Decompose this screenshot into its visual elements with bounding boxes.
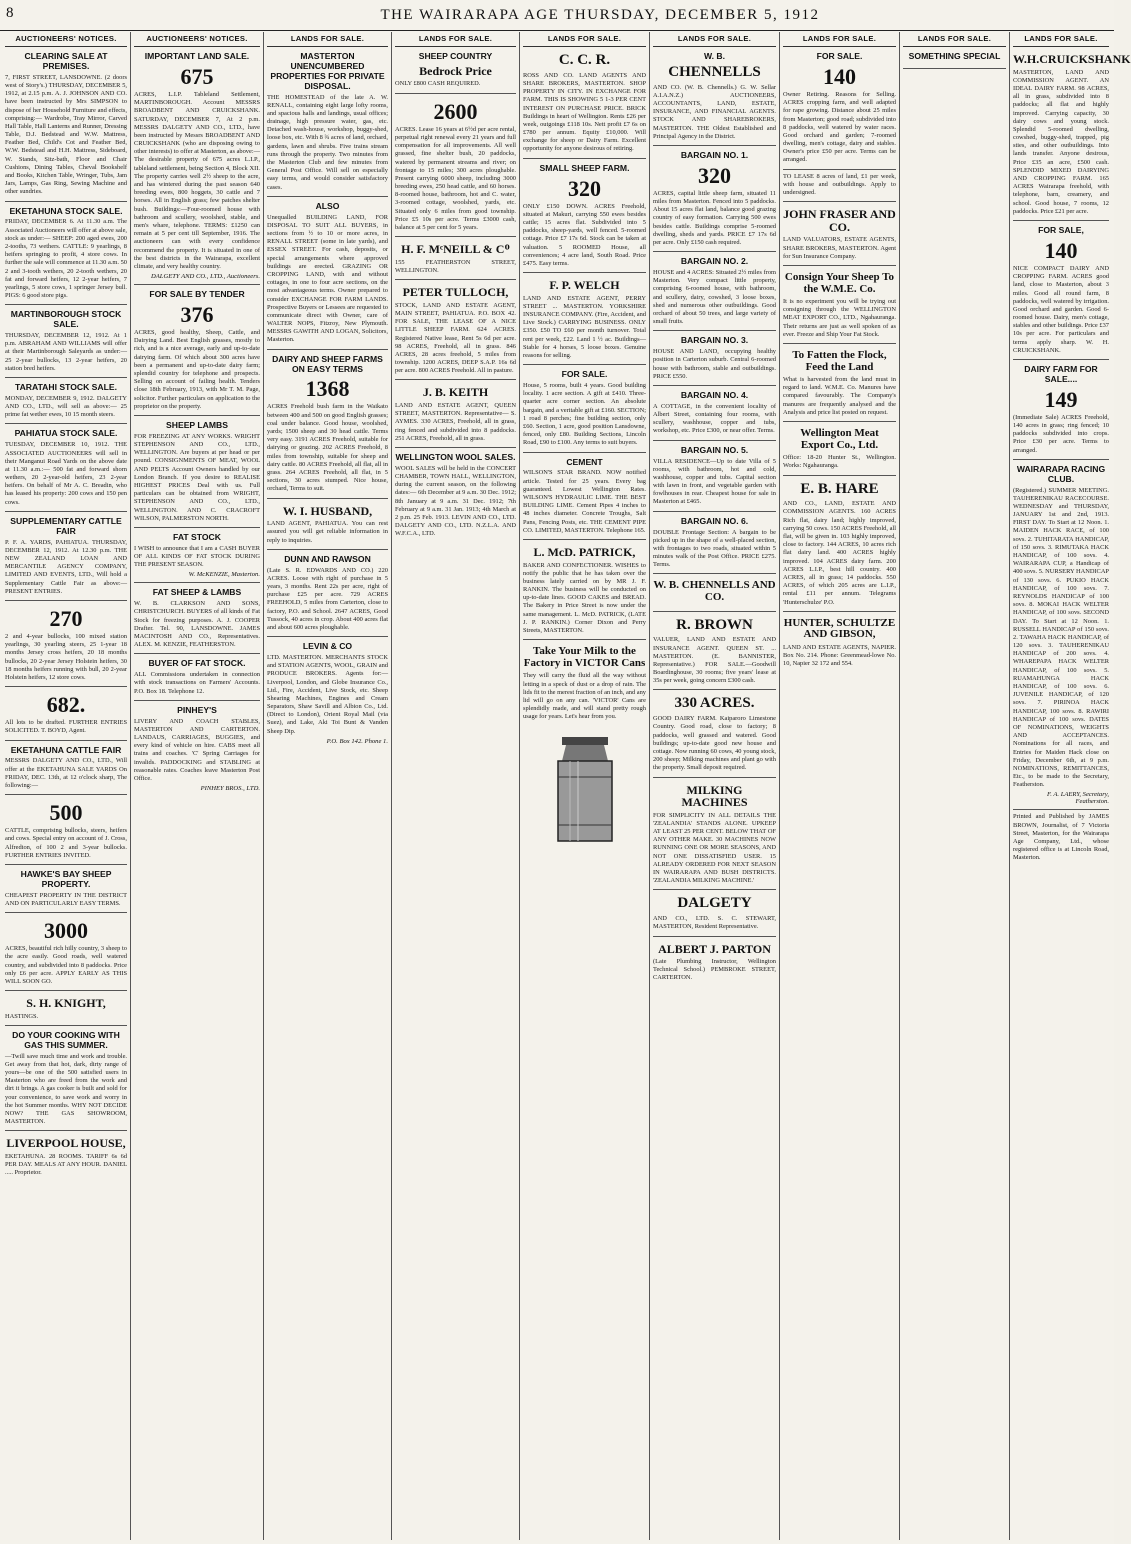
advertisement: [783, 422, 896, 475]
ad-title: FOR SALE BY TENDER: [149, 289, 245, 300]
column-header: LANDS FOR SALE.: [267, 32, 388, 47]
ad-display-heading: Bedrock Price: [419, 63, 492, 78]
ad-display-heading: F. P. WELCH: [549, 278, 620, 293]
ad-title: SUPPLEMENTARY CATTLE FAIR: [10, 515, 122, 536]
advertisement: [5, 1131, 127, 1181]
column-5: [520, 32, 650, 1540]
advertisement: [523, 365, 646, 452]
advertisement: [783, 266, 896, 344]
ad-body-text: TUESDAY, DECEMBER 10, 1912. THE ASSOCIATED AUCTIONEERS will sell in their Manganui Road Yards on the above date at 11.30 a.m.:— 500 fat and forward shorn wethers, 20 2-year-old heifers, 23 2-year heifers. On behalf of Mr A. C. Breadin, who has leased his property: 200 cows and 150 pen cows.: [5, 441, 127, 506]
ad-body-text: Owner Retiring. Reasons for Selling. ACRES cropping farm, and well adapted for rape growing. Distance about 25 miles from Masterton; good road; subdivided into 8 paddocks, well watered by water races. Good orchard and garden; 7-roomed dwelling, men's cottage, dairy and stables. Owner's price £50 per acre. Terms can be arranged.: [783, 90, 896, 164]
ad-display-heading: E. B. HARE: [800, 480, 879, 497]
advertisement: [1013, 810, 1109, 866]
ad-signature: W. McKENZIE, Masterton.: [188, 571, 260, 579]
ad-body-text: MASTERTON, LAND AND COMMISSION AGENT. AN IDEAL DAIRY FARM. 98 ACRES, all in grass, subdivided into 8 paddocks; all flat and highly improved. Carrying capacity, 30 dairy cows and young stock. Splendid 5-roomed dwelling, cowshed, buggy-shed, trapped, pig sties, and other outbuildings. Into lands transfer. Anyone desirous, Price £35 an acre, £500 cash. SPLENDID MIXED DAIRYING AND CROPPING FARM. 165 ACRES Wairarapa freehold, with telephone, barn, creamery, and school. Good house, 7 rooms, 12 paddocks. Price £21 per acre.: [1013, 68, 1109, 215]
ad-title: DAIRY AND SHEEP FARMS ON EASY TERMS: [272, 353, 383, 374]
ad-display-heading: Take Your Milk to the Factory in VICTOR Cans: [523, 645, 646, 669]
ad-body-text: ACRES, beautiful rich hilly country, 3 sheep to the acre easily. Good roads, well watered country, and subdivided into 8 paddocks. Price only £6 per acre. APPLY EARLY AS THIS WILL SOON GO.: [5, 945, 127, 985]
ad-body-text: WILSON'S STAR BRAND. NOW notified article. Tested for 25 years. Every bag guaranteed. Lowest Wellington Rates. WILSON'S HYDRAULIC LIME. THE BEST BUILDING LIME. Cement Pipes 4 inches to 48 inches diameter. Concrete Troughs, Salt Pans, Fencing Posts, etc. THE CEMENT PIPE CO. LIMITED, MASTERTON. Telephone 165.: [523, 469, 646, 534]
ad-title: BUYER OF FAT STOCK.: [148, 658, 246, 669]
ad-body-text: (Immediate Sale) ACRES Freehold, 140 acres in grass; ring fenced; 10 paddocks subdivided into crops. Price £30 per acre. Terms to arranged.: [1013, 413, 1109, 454]
ad-body-text: —Twill save much time and work and trouble. Get away from that hot, dark, dirty range of yours—be one of the 500 satisfied users in Masterton who are freed from the work and dirt it brings. A gas cooker is built and sold for your convenience, to save work and worry in the hot Summer months. WHY NOT DECIDE NOW? THE GAS SHOWROOM, MASTERTON.: [5, 1052, 127, 1126]
ad-body-text: EKETAHUNA. 28 ROOMS. TARIFF 6s 6d PER DAY. MEALS AT ANY HOUR. DANIEL ..... Proprietor.: [5, 1153, 127, 1177]
ad-display-heading: JOHN FRASER AND CO.: [783, 207, 896, 234]
ad-title: EKETAHUNA CATTLE FAIR: [10, 744, 122, 755]
ad-title: SMALL SHEEP FARM.: [539, 162, 630, 173]
ad-body-text: AND CO., LAND, ESTATE AND COMMISSION AGENTS. 160 ACRES Rich flat, dairy land; highly improved, carrying 50 cows. 150 ACRES Freehold, all flat, will be given in. 103 highly improved, close to factory. 144 ACRES, 10 acres rich flat dairy land. 400 ACRES highly improved. 104 ACRES dairy farm. 200 ACRES L.I.P., best hill country. 400 ACRES, all in grass; 14 paddocks. 550 ACRES, of which 205 acres are L.I.P., rental £11 per annum. Telegrams 'Hunterschulze' P.O.: [783, 500, 896, 606]
newspaper-title: THE WAIRARAPA AGE THURSDAY, DECEMBER 5, 1912: [380, 7, 820, 23]
ad-signature: F. A. LAERY, Secretary, Featherston.: [1047, 791, 1109, 806]
page-number: 8: [6, 5, 14, 21]
ad-title: WELLINGTON WOOL SALES.: [395, 451, 516, 462]
column-1: [2, 32, 131, 1540]
ad-body-text: Printed and Published by JAMES BROWN, Journalist, of 7 Victoria Street, Masterton, for the Wairarapa Age Company, Ltd., whose registered office is at Lincoln Road, Masterton.: [1013, 813, 1109, 862]
ad-body-text: 7, FIRST STREET, LANSDOWNE. (2 doors west of Story's.) THURSDAY, DECEMBER 5, 1912, at 2.15 p.m. A. J. JOHNSON AND CO. have been instructed by Mrs SIMPSON to dispose of her Household Furniture and effects, comprising:— Wardrobe, Tray Mirror, Carved Hall Table, Hall Lanterns and Runner, Dressing Table, D.J. Bedstead and W.W. Mattress, Feather Bed, Child's Cot and Feather Bed, W.W. Bedstead and H.H. Mattress, Sideboard, W. Stands, Sitz-bath, Floor and Chair Cushions, Dining Tables, Cheval Bookshelf and Books, Kitchen Table, Wringer, Tubs, Jam Jars, Lamps, Gas Ring, Sewing Machine and other sundries.: [5, 73, 127, 196]
advertisement: [1013, 221, 1109, 360]
advertisement: [653, 386, 776, 441]
advertisement: [1013, 360, 1109, 460]
ad-display-heading: S. H. KNIGHT,: [26, 996, 106, 1011]
advertisement: [267, 197, 388, 350]
ad-display-heading: 140: [1044, 237, 1078, 263]
ad-body-text: HOUSE AND LAND, occupying healthy position in Carterton suburb. Central 6-roomed house with bathroom, stable and outbuildings. PRICE £550.: [653, 348, 776, 380]
advertisement: [395, 237, 516, 280]
ad-title: BARGAIN NO. 5.: [680, 444, 749, 455]
column-4: [392, 32, 520, 1540]
advertisement: [523, 540, 646, 640]
ad-display-heading: W. I. HUSBAND,: [282, 503, 373, 518]
ad-body-text: VILLA RESIDENCE—Up to date Villa of 5 rooms, with bathroom, hot and cold, washhouse, copper and tubs. Capital section with lawn in front, and vegetable garden with fowlhouses in rear. Cheapest house for sale in Masterton at £465.: [653, 457, 776, 506]
column-2: [131, 32, 264, 1540]
ad-display-heading: H. F. MᶜNEILL & Cᴼ: [401, 242, 510, 257]
ad-body-text: House, 5 rooms, built 4 years. Good building locality. 1 acre section. A gift at £410. Three-quarter acre corner section. An absolute bargain, and a veritable gift at £160. SECTION; 1 road 8 perches; fine building section, only £60. Section, 1 acre, good position Lansdowne, fenced, only £80. Building Sections, Lincoln Road, £90 to £100. Any terms to suit buyers.: [523, 382, 646, 447]
ad-body-text: LAND AND ESTATE AGENT, PERRY STREET ... MASTERTON. YORKSHIRE INSURANCE COMPANY. (Fire, Accident, and Live Stock.) CARRYING BUSINESS. ONLY £350. £50 TO £60 per month turnover. Total rent per week, £22. Land 1 ½ ac. Buildings— Stable for 4 horses, 5 loose boxes. Genuine reasons for selling.: [523, 294, 646, 359]
ad-body-text: FOR FREEZING AT ANY WORKS. WRIGHT STEPHENSON AND CO., LTD., WELLINGTON. Are buyers at per head or per pound. CONSIGNMENTS OF MEAT, WOOL AND PELTS Account Owners handled by our London Branch. If you desire to REALISE HIGHEST PRICES Deal with us. Full particulars can be obtained from WRIGHT, STEPHENSON AND CO., LTD., WELLINGTON. AND C. CRACROFT WILSON, PALMERSTON NORTH.: [134, 432, 260, 522]
advertisement: [5, 47, 127, 202]
ad-signature: PINHEY BROS., LTD.: [200, 785, 260, 793]
ad-display-heading: 330 ACRES.: [674, 695, 755, 712]
ad-body-text: TO LEASE 8 acres of land, £1 per week, with house and outbuildings. Apply to undersigned.: [783, 172, 896, 197]
ad-body-text: MESSRS DALGETY AND CO., LTD., Will offer at the EKETAHUNA SALE YARDS On FRIDAY, DEC. 13th, at 12 o'clock sharp, The following:—: [5, 757, 127, 789]
milk-can-illustration: [532, 727, 638, 847]
ad-display-heading: 270: [49, 605, 83, 631]
ad-title: TARATAHI STOCK SALE.: [14, 382, 117, 392]
advertisement: [783, 202, 896, 266]
ad-display-heading: 2600: [433, 98, 478, 124]
ad-body-text: BAKER AND CONFECTIONER. WISHES to notify the public that he has taken over the business lately carried on by MR J. F. RANKIN. The business will be conducted on up-to-date lines. GOOD CAKES and BREAD. The Bakery in Price Street is now under the same management. L. McD. PATRICK, (LATE J. P. RANKIN.) Corner Dixon and Perry Streets, MASTERTON.: [523, 561, 646, 635]
advertisement: [5, 687, 127, 740]
ad-body-text: ACRES, L.I.P. Tableland Settlement, MARTINBOROUGH. Account MESSRS BROADBENT AND CRUICKSHANK. SATURDAY, DECEMBER 7, At 2 p.m. MESSRS DALGETY AND CO., LTD., have been instructed by Messrs BROADBENT AND CRUICKSHANK (who are disposing owing to other interests) to offer at Masterton, as above:—The desirable property of 675 acres L.I.P., tableland settlement, being Section 4, Block XII. The property carries well 2½ sheep to the acre, and has wintered during the past season 640 breeding ewes, 800 hoggets, 30 cattle and 7 horses. All in English grass; few patches shelter bush. Buildings:—Four-roomed house with bathroom and scullery, woolshed, stable, and men's whare, telephone. TERMS: £1250 can remain at 5 per cent till September, 1916. The auctioneers can with every confidence recommend the property. It is situated in one of the best districts in the Wairarapa, excellent climate, and very healthy country.: [134, 90, 260, 270]
ad-body-text: It is no experiment you will be trying out consigning through the WELLINGTON MEAT EXPORT CO., LTD., Ngahauranga. Their returns are just as well spoken of as ever. Freeze and Ship Your Fat Stock.: [783, 298, 896, 338]
column-3: [264, 32, 392, 1540]
column-header: LANDS FOR SALE.: [653, 32, 776, 47]
ad-title: SHEEP LAMBS: [166, 419, 228, 430]
ad-title: FOR SALE,: [1038, 224, 1084, 235]
ad-display-heading: 140: [823, 63, 856, 89]
advertisement: [134, 416, 260, 528]
column-header: LANDS FOR SALE.: [395, 32, 516, 47]
masthead: [0, 0, 1114, 31]
advertisement: [134, 47, 260, 285]
ad-body-text: LTD. MASTERTON. MERCHANTS STOCK and STATION AGENTS, WOOL, GRAIN and PRODUCE BROKERS. Agents for:—Liverpool, London, and Globe Insurance Co., Ltd., Fire, Accident, Live Stock, etc. Sheep Shearing Machines, Engines and Cream Separators, Shaw Savill and Albion Co., Ltd. (Direct to London), Orient Royal Mail (via Suez), and Lake, Aki Toi Bunt & Vanden Sheep Dip.: [267, 653, 388, 735]
ad-title: CLEARING SALE AT PREMISES.: [24, 51, 108, 71]
ad-title: BARGAIN NO. 6.: [680, 515, 749, 526]
ad-title: MASTERTON UNENCUMBERED PROPERTIES FOR PRIVATE DISPOSAL.: [270, 51, 385, 91]
ad-signature: DALGETY AND CO., LTD., Auctioneers.: [151, 273, 260, 281]
ad-display-heading: CHENNELLS: [668, 63, 761, 80]
ad-title: PAHIATUA STOCK SALE.: [14, 428, 118, 439]
ad-body-text: What is harvested from the land must in regard to land. W.M.E. Co. Manures have compared favourably. The Company's manures are frequently analysed and the Analysis and price list posted on request.: [783, 376, 896, 416]
column-header: LANDS FOR SALE.: [903, 32, 1006, 47]
ad-body-text: THURSDAY, DECEMBER 12, 1912. At 1 p.m. ABRAHAM AND WILLIAMS will offer at their Martinborough Saleyards as under:— 25 2-year bullocks, 13 2-year heifers, 20 station bred heifers.: [5, 332, 127, 372]
ad-body-text: THE HOMESTEAD of the late A. W. RENALL, containing eight large lofty rooms, and spacious halls and landings, usual offices; drainage, high pressure water, gas, etc. Detached wash-house, workshop, buggy-shed, loose box, etc. With 8 ¾ acres of land, orchard, gardens, lawn and shrubs. Five trains stream runs through the property. Two minutes from the Masterton Club and few minutes from General Post Office. Will sell on especially easy terms, and would consider satisfactory cases.: [267, 93, 388, 191]
advertisement: [653, 146, 776, 252]
advertisement: [5, 512, 127, 601]
advertisement: [395, 280, 516, 380]
advertisement: [5, 991, 127, 1026]
advertisement: [783, 170, 896, 203]
ad-body-text: (Late S. R. EDWARDS AND CO.) 220 ACRES. Loose with right of purchase in 5 years, 3 months. Rent 22s per acre, right of purchase £25 per acre. 729 ACRES FREEHOLD, 5 miles from Carterton, close to factory, P.O. and School. 2647 ACRES, Good Tussock, 40 acres in crop. About 400 acres flat and about 600 acres ploughable.: [267, 566, 388, 631]
ad-body-text: All lots to be drafted. FURTHER ENTRIES SOLICITED. T. BOYD, Agent.: [5, 719, 127, 735]
ad-body-text: ACRES, good healthy, Sheep, Cattle, and Dairying Land. Best English grasses, mostly to rich, and is a nice average, early and up-to-date dairying farm. Of which about 300 acres have been a permanent and up-to-date dairy farm; splendid country for telephone and prospects. Selling on account of failing health. Tenders close 18th February, 1913, with Mr T. M. Page, solicitor. Further particulars on application to the proprietor on the property.: [134, 329, 260, 410]
columns-container: [2, 32, 1131, 1542]
ad-display-heading: HUNTER, SCHULTZE AND GIBSON,: [783, 616, 896, 641]
ad-body-text: MONDAY, DECEMBER 9, 1912. DALGETY AND CO., LTD., will sell as above:— 25 prime fat wether ewes, 10 15 month steers.: [5, 394, 127, 419]
ad-body-text: DOUBLE Frontage Section: A bargain to be picked up in the shape of a well-placed section, with frontages to two roads, situated within 5 minutes walk of the Post Office. PRICE £275. Terms.: [653, 528, 776, 569]
advertisement: [523, 159, 646, 273]
advertisement: [523, 640, 646, 857]
advertisement: [653, 690, 776, 777]
ad-body-text: CHEAPEST PROPERTY IN THE DISTRICT AND ON PARTICULARLY EASY TERMS.: [5, 891, 127, 907]
ad-body-text: Unequalled BUILDING LAND, FOR DISPOSAL TO SUIT ALL BUYERS, in sections from ½ to 10 or more acres, in RENALL STREET (some in late yards), and ESSEX STREET. For cash, deposits, or special arrangements where approved buildings are erected. GRAZING OR CROPPING LAND, with and without cottages, in one to four acre sections, on the most advantageous terms. Owner prepared to consider EXCHANGE FOR FARM LANDS. Prospective Buyers or Lessees are requested to communicate direct with Owner, care of WALTER NOPS, Fitzroy, New Plymouth. MESSRS GAWITH AND LOGAN, Solicitors, Masterton.: [267, 213, 388, 344]
ad-title: EKETAHUNA STOCK SALE.: [9, 205, 123, 216]
advertisement: [783, 612, 896, 673]
ad-display-heading: L. McD. PATRICK,: [533, 544, 636, 559]
advertisement: [5, 305, 127, 378]
advertisement: [653, 47, 776, 146]
advertisement: [267, 499, 388, 550]
column-9: [1010, 32, 1131, 1540]
ad-display-heading: 320: [568, 175, 601, 201]
ad-display-heading: To Fatten the Flock, Feed the Land: [792, 349, 887, 373]
ad-display-heading: Wellington Meat Export Co., Ltd.: [800, 427, 879, 451]
ad-title: ALSO: [315, 200, 340, 211]
advertisement: [395, 448, 516, 543]
column-8: [900, 32, 1010, 1540]
ad-body-text: (Late Plumbing Instructor, Wellington Technical School.) PEMBROKE STREET, CARTERTON.: [653, 958, 776, 982]
advertisement: [523, 453, 646, 540]
ad-body-text: P. F. A. YARDS, PAHIATUA. THURSDAY, DECEMBER 12, 1912. At 12.30 p.m. THE NEW ZEALAND LOAN AND MERCANTILE AGENCY COMPANY, LIMITED AND EVENTS, LTD., Will hold a Supplementary Cattle Fair as above:— PRESENT ENTRIES.: [5, 538, 127, 595]
ad-title: DAIRY FARM FOR SALE....: [1024, 364, 1098, 384]
column-6: [650, 32, 780, 1540]
ad-title: FOR SALE.: [561, 369, 608, 380]
advertisement: [1013, 47, 1131, 221]
ad-body-text: GOOD DAIRY FARM. Kaiparoro Limestone Country. Good road, close to factory; 8 paddocks, well grassed and watered. Good buildings; up-to-date good new house and cottage. Now running 60 cows, 40 young stock, 200 sheep; Milking machines and plant go with the property. Small deposit required.: [653, 715, 776, 772]
advertisement: [5, 865, 127, 913]
ad-title: FOR SALE.: [816, 51, 863, 61]
ad-title: PINHEY'S: [177, 704, 217, 715]
ad-signature: P.O. Box 142. Phone 1.: [326, 737, 388, 745]
ad-body-text: AND CO., LTD. S. C. STEWART, MASTERTON, Resident Representative.: [653, 915, 776, 931]
ad-body-text: FOR SIMPLICITY IN ALL DETAILS THE 'ZEALANDIA' STANDS ALONE. UPKEEP AT LEAST 25 PER CENT. BELOW THAT OF ANY OTHER MAKE. 30 MACHINES NOW RUNNING ONE OR MORE SEASONS, AND NOT ONE DISSATISFIED USER. 15 ALREADY ORDERED FOR NEXT SEASON IN WAIRARAPA AND BUSH DISTRICTS. 'ZEALANDIA MILKING MACHINE.': [653, 811, 776, 885]
advertisement: [903, 69, 1006, 76]
ad-body-text: Office: 18-20 Hunter St., Wellington. Works: Ngahauranga.: [783, 454, 896, 470]
column-header: AUCTIONEERS' NOTICES.: [134, 32, 260, 47]
advertisement: [1013, 460, 1109, 811]
column-header: LANDS FOR SALE.: [1013, 32, 1109, 47]
ad-body-text: CATTLE, comprising bullocks, steers, heifers and cows. Special entry on account of J. Cross, Alfredton, of 100 2 and 3-year bullocks. FURTHER ENTRIES INVITED.: [5, 827, 127, 859]
ad-body-text: LIVERY AND COACH STABLES, MASTERTON AND CARTERTON. LANDAUS, CARRIAGES, BUGGIES, and every kind of vehicle on hire. CABS meet all trains and coaches. 'C' Spring Carriages for invalids. PADDOCKING and STABLING at reasonable rates. Coaches leave Masterton Post Office.: [134, 717, 260, 782]
ad-title: WAIRARAPA RACING CLUB.: [1016, 463, 1106, 484]
advertisement: [267, 47, 388, 197]
ad-body-text: HOUSE and 4 ACRES: Situated 2½ miles from Masterton. Very compact little property, comprising 6-roomed house, with bathroom, and scullery, dairy, cowshed, 3 loose boxes, shed and numerous other outbuildings. Good orchard of about 50 trees, and large variety of small fruits.: [653, 269, 776, 326]
ad-display-heading: W.H.CRUICKSHANK: [1013, 52, 1131, 66]
ad-display-heading: C. C. R.: [558, 52, 611, 68]
advertisement: [653, 331, 776, 386]
ad-body-text: ACRES Freehold bush farm in the Waikato between 400 and 500 on good English grasses; coal under balance. Good house, woolshed, yards; 1500 sheep and 30 head cattle. Terms very easy. 3191 ACRES Freehold, suitable for dairying or grazing. 202 ACRES Freehold, 8 miles from township, suitable for sheep and dairy cattle. 80 ACRES Freehold, all flat, all in grass. 264 ACRES Freehold, all flat, in 5 sections, 30 acres stumped. Nice house, orchard, Terms to suit.: [267, 403, 388, 493]
advertisement: [267, 637, 388, 749]
ad-display-heading: Consign Your Sheep To the W.M.E. Co.: [784, 270, 895, 295]
advertisement: [523, 47, 646, 159]
ad-display-heading: R. BROWN: [676, 616, 753, 633]
advertisement: [5, 424, 127, 511]
column-7: [780, 32, 900, 1540]
ad-display-heading: 149: [1044, 386, 1078, 412]
ad-body-text: A COTTAGE, in the convenient locality of Albert Street, containing four rooms, with scullery, washhouse, copper and tubs, workshop, etc. Price £300, or near offer. Terms.: [653, 402, 776, 435]
ad-display-heading: 675: [180, 63, 214, 89]
advertisement: [267, 550, 388, 637]
ad-display-heading: ALBERT J. PARTON: [658, 941, 771, 956]
advertisement: [783, 476, 896, 612]
advertisement: [653, 890, 776, 936]
ad-body-text: ACRES. Lease 16 years at 6½d per acre rental, perpetual right renewal every 21 years and full compensation for all improvements. All well grassed, fine shelter bush, 20 paddocks, watered by permanent streams and river; on frontage to 15 miles; 300 acres ploughable. Present carrying 6000 sheep, including 3000 breeding ewes, 250 head cattle, and 60 horses. 8-roomed house, bathroom, hot and C. water, 3-roomed cottage, woolshed, yards, etc. Situated only 6 miles from good township. Price £5 10s per acre. Terms £3000 cash, balance at 5 per cent for 5 years.: [395, 125, 516, 231]
ad-body-text: LAND AND ESTATE AGENTS, NAPIER. Box No. 214. Phone: Greenmead-lowe No. 10, Napier 32 172 and 554.: [783, 643, 896, 668]
ad-title: BARGAIN NO. 3.: [680, 335, 749, 346]
ad-body-text: They will carry the fluid all the way without letting in a speck of dust or a drop of rain. The lids fit to the merest fraction of an inch, and any lid will go on any can. 'VICTOR' Cans are splendidly made, and will stand pretty rough usage for years. Let's hear from you.: [523, 672, 646, 721]
advertisement: [653, 574, 776, 611]
ad-title: DUNN AND RAWSON: [284, 553, 371, 564]
advertisement: [134, 528, 260, 583]
advertisement: [134, 583, 260, 654]
advertisement: [523, 273, 646, 365]
ad-body-text: AND CO. (W. B. Chennells.) G. W. Sellar A.I.A.N.Z.) AUCTIONEERS, ACCOUNTANTS, LAND, ESTATE, INSURANCE, AND FINANCIAL AGENTS. STOCK AND SHAREBROKERS, MASTERTON. THE Oldest Established and Principal Agency in the District.: [653, 83, 776, 140]
ad-body-text: 155 FEATHERSTON STREET, WELLINGTON.: [395, 258, 516, 274]
ad-body-text: ONLY £800 CASH REQUIRED.: [395, 80, 481, 88]
advertisement: [134, 654, 260, 700]
ad-title: MARTINBOROUGH STOCK SALE.: [10, 309, 122, 330]
ad-title: CEMENT: [566, 456, 603, 467]
ad-body-text: 2 and 4-year bullocks, 100 mixed station yearlings, 30 yearling steers, 25 1-year 18 months Jersey cross heifers, 20 18 months bullocks, 20 2-year Jersey Holstein heifers, 30 18 months heifers running with bull, 20 2-year Holstein heifers, 12 store cows.: [5, 632, 127, 681]
ad-body-text: ACRES, capital little sheep farm, situated 11 miles from Masterton. Fenced into 5 paddocks. About 15 acres flat land, balance good grazing country of easy formation. Carrying 500 ewes besides cattle. Buildings comprise 5-roomed dwelling, sheds and yards. PRICE £7 17s 6d per acre. Only £150 cash required.: [653, 189, 776, 247]
ad-title: HAWKE'S BAY SHEEP PROPERTY.: [20, 869, 112, 889]
ad-title: BARGAIN NO. 2.: [680, 256, 749, 267]
ad-body-text: LAND VALUATORS, ESTATE AGENTS, SHARE BROKERS, MASTERTON. Agent for Sun Insurance Company.: [783, 236, 896, 260]
advertisement: [653, 937, 776, 987]
ad-display-heading: 320: [698, 162, 731, 188]
ad-title: FAT STOCK: [173, 531, 221, 542]
ad-display-heading: J. B. KEITH: [422, 385, 489, 400]
ad-title: BARGAIN NO. 4.: [680, 390, 749, 401]
ad-body-text: VALUER, LAND AND ESTATE AND INSURANCE AGENT. QUEEN ST. ... MASTERTON. (E. BANNISTER, Representative.) FOR SALE.—Goodwill Boardinghouse, 30 rooms; five years' lease at 35s per week, going concern £300 cash.: [653, 636, 776, 685]
ad-body-text: I WISH to announce that I am a CASH BUYER OF ALL KINDS OF FAT STOCK DURING THE PRESENT SEASON.: [134, 544, 260, 569]
ad-body-text: WOOL SALES will be held in the CONCERT CHAMBER, TOWN HALL, WELLINGTON, during the current season, on the following dates:— 6th December at 9 a.m. 30 Dec. 1912; 8th January at 9 a.m. 31 Dec. 1912; 7th February at 9 a.m. 31 Jan. 1913; 4th March at 2 p.m. 25 Feb. 1913. LEVIN AND CO., LTD. DALGETY AND CO., LTD. N.Z.L.A. AND W.F.C.A., LTD.: [395, 464, 516, 538]
ad-body-text: HASTINGS.: [5, 1012, 39, 1020]
ad-display-heading: 3000: [44, 918, 88, 944]
ad-display-heading: 500: [49, 800, 83, 826]
ad-title: BARGAIN NO. 1.: [680, 149, 749, 160]
ad-title: SOMETHING SPECIAL: [908, 51, 1001, 61]
ad-body-text: NICE COMPACT DAIRY AND CROPPING FARM. ACRES good land, close to Masterton, about 3 miles. Good all round farm, 8 paddocks, well watered by irrigation. Good orchard and garden. Good 6-roomed house. Dairy, men's cottage, stables and other buildings. Price £37 10s per acre. For particulars and terms apply sharp. W. H. CRUICKSHANK.: [1013, 264, 1109, 354]
ad-display-heading: 682.: [46, 692, 86, 718]
advertisement: [653, 252, 776, 331]
ad-title: FAT SHEEP & LAMBS: [152, 587, 242, 598]
ad-body-text: LAND AND ESTATE AGENT, QUEEN STREET, MASTERTON. Representative— S. AYMES. 330 ACRES, Freehold, all in grass, ring fenced and subdivided into 8 paddocks. 251 ACRES, Freehold, all in grass.: [395, 402, 516, 442]
advertisement: [395, 94, 516, 238]
advertisement: [783, 344, 896, 422]
advertisement: [653, 612, 776, 691]
advertisement: [5, 202, 127, 306]
advertisement: [5, 795, 127, 865]
ad-title: W. B.: [703, 51, 725, 61]
advertisement: [653, 778, 776, 891]
ad-body-text: (Registered.) SUMMER MEETING. TAUHERENIKAU RACECOURSE. WEDNESDAY and THURSDAY, JANUARY 1st and 2nd, 1913. FIRST DAY. To Start at 12 Noon. 1. MAIDEN HACK RACE, of 100 sovs. 2. TUHITARATA HANDICAP, of 150 sovs. 3. RIMUTAKA HACK HANDICAP, of 100 sovs. 4. WAIRARAPA CUP, a Handicap of 400 sovs. 5. NURSERY HANDICAP of 130 sovs. 6. PUKIO HACK HANDICAP, of 100 sovs. 7. REYNOLDS HANDICAP of 100 sovs. 8. MOKAI HACK WELTER HANDICAP, of 100 sovs. SECOND DAY. To Start at 12 Noon. 1. RUSSELL HANDICAP of 150 sovs. 2. TAWAHA HACK HANDICAP, of 120 sovs. 3. TAUHERENIKAU HANDICAP of 200 sovs. 4. WHAREPAPA HACK WELTER HANDICAP, of 100 sovs. 5. RUAMAHUNGA HACK HANDICAP, of 100 sovs. 6. JUVENILE HANDICAP, of 120 sovs. 7. PIRINOA HACK HANDICAP, 100 sovs. 8. RAWIRI HANDICAP of 100 sovs. DATES OF NOMINATIONS, WEIGHTS AND ACCEPTANCES. Nominations for all races, and Entries for Maiden Hack close on Friday, December 6th, at 9 p.m. NOMINATIONS, REMITTANCES, Etc., to be made to the Secretary, Featherston.: [1013, 486, 1109, 789]
column-header: LANDS FOR SALE.: [523, 32, 646, 47]
ad-display-heading: PETER TULLOCH,: [402, 285, 509, 300]
advertisement: [5, 741, 127, 796]
column-header: AUCTIONEERS' NOTICES.: [5, 32, 127, 47]
advertisement: [267, 350, 388, 499]
advertisement: [5, 378, 127, 424]
ad-display-heading: MILKING MACHINES: [681, 782, 748, 810]
advertisement: [5, 913, 127, 991]
ad-display-heading: 1368: [305, 376, 350, 402]
advertisement: [5, 601, 127, 687]
ad-body-text: LAND AGENT, PAHIATUA. You can rest assured you will get reliable information in reply to inquiries.: [267, 520, 388, 544]
ad-body-text: STOCK, LAND AND ESTATE AGENT, MAIN STREET, PAHIATUA. P.O. BOX 42. FOR SALE, THE LEASE OF A NICE LITTLE SHEEP FARM. 624 ACRES. Registered Native lease, Rent 5s 6d per acre. 98 ACRES, Freehold, all in grass. 846 ACRES, 28 acres freehold, 5 miles from township. 1200 ACRES, DEEP S.A.P. 16s 6d per acre. 800 ACRES Freehold. All in pasture.: [395, 301, 516, 375]
ad-display-heading: LIVERPOOL HOUSE,: [6, 1136, 126, 1151]
ad-title: LEVIN & CO: [302, 641, 353, 652]
ad-body-text: ROSS AND CO. LAND AGENTS AND SHARE BROKERS, MASTERTON. SHOP PROPERTY IN CITY. IN EXCHANGE FOR FARM. THIS IS SHOWING 5 1-3 PER CENT INTEREST ON PURCHASE PRICE. BRICK Buildings in heart of Wellington. Rents £26 per week, outgoings £118 10s. Nett profit £7 6s on £780 per annum. Equity £10,000. Will exchange for sheep or Dairy Farm. Excellent opportunity for anyone desirous of retiring.: [523, 71, 646, 153]
ad-title: IMPORTANT LAND SALE.: [144, 51, 250, 61]
ad-body-text: W. B. CLARKSON AND SONS, CHRISTCHURCH. BUYERS of all kinds of Fat Stock for freezing purposes. A. J. COOPER Drafter. Tel. 90, LANSDOWNE. JAMES MACINTOSH AND CO., Representatives. ALEX. M. KENZIE, FEATHERSTON.: [134, 600, 260, 649]
ad-title: DO YOUR COOKING WITH GAS THIS SUMMER.: [12, 1029, 120, 1050]
advertisement: [5, 1026, 127, 1131]
ad-display-heading: DALGETY: [677, 895, 752, 912]
advertisement: [134, 701, 260, 796]
column-header: LANDS FOR SALE.: [783, 32, 896, 47]
ad-title: SHEEP COUNTRY: [418, 51, 493, 61]
ad-display-heading: W. B. CHENNELLS AND CO.: [653, 579, 776, 604]
advertisement: [783, 47, 896, 170]
advertisement: [395, 47, 516, 94]
advertisement: [653, 512, 776, 575]
ad-display-heading: 376: [180, 301, 214, 327]
advertisement: [395, 380, 516, 448]
advertisement: [903, 47, 1006, 69]
ad-body-text: ONLY £150 DOWN. ACRES Freehold, situated at Makuri, carrying 550 ewes besides cattle; 15 acres flat. Subdivided into 5 paddocks, sheep-yards, well fenced. 5-roomed cottage. Price £7 17s 6d. Stock can be taken at valuation. 5 ROOMED House, all conveniences; 4 acre land, South Road. Price £475. Easy terms.: [523, 202, 646, 267]
ad-body-text: FRIDAY, DECEMBER 6. At 11.30 a.m. The Associated Auctioneers will offer at above sale, stock as under:— SHEEP: 200 aged ewes, 200 2-tooths, 73 wethers. CATTLE: 9 yearlings, 8 heifers springing to profit, 4 store cows. In further the sale will commence at 11.30 a.m. 50 2 and 3-tooth wethers, 20 2-tooth wethers, 20 fat and forward heifers, 12 2-year heifers, 7 yearlings, 5 store cows, 1 springer Jersey bull. PIGS: 6 good store pigs.: [5, 218, 127, 300]
advertisement: [653, 441, 776, 512]
advertisement: [134, 285, 260, 416]
ad-body-text: ALL Commissions undertaken in connection with stock transactions on Farmers' Accounts. P.O. Box 18. Telephone 12.: [134, 671, 260, 695]
